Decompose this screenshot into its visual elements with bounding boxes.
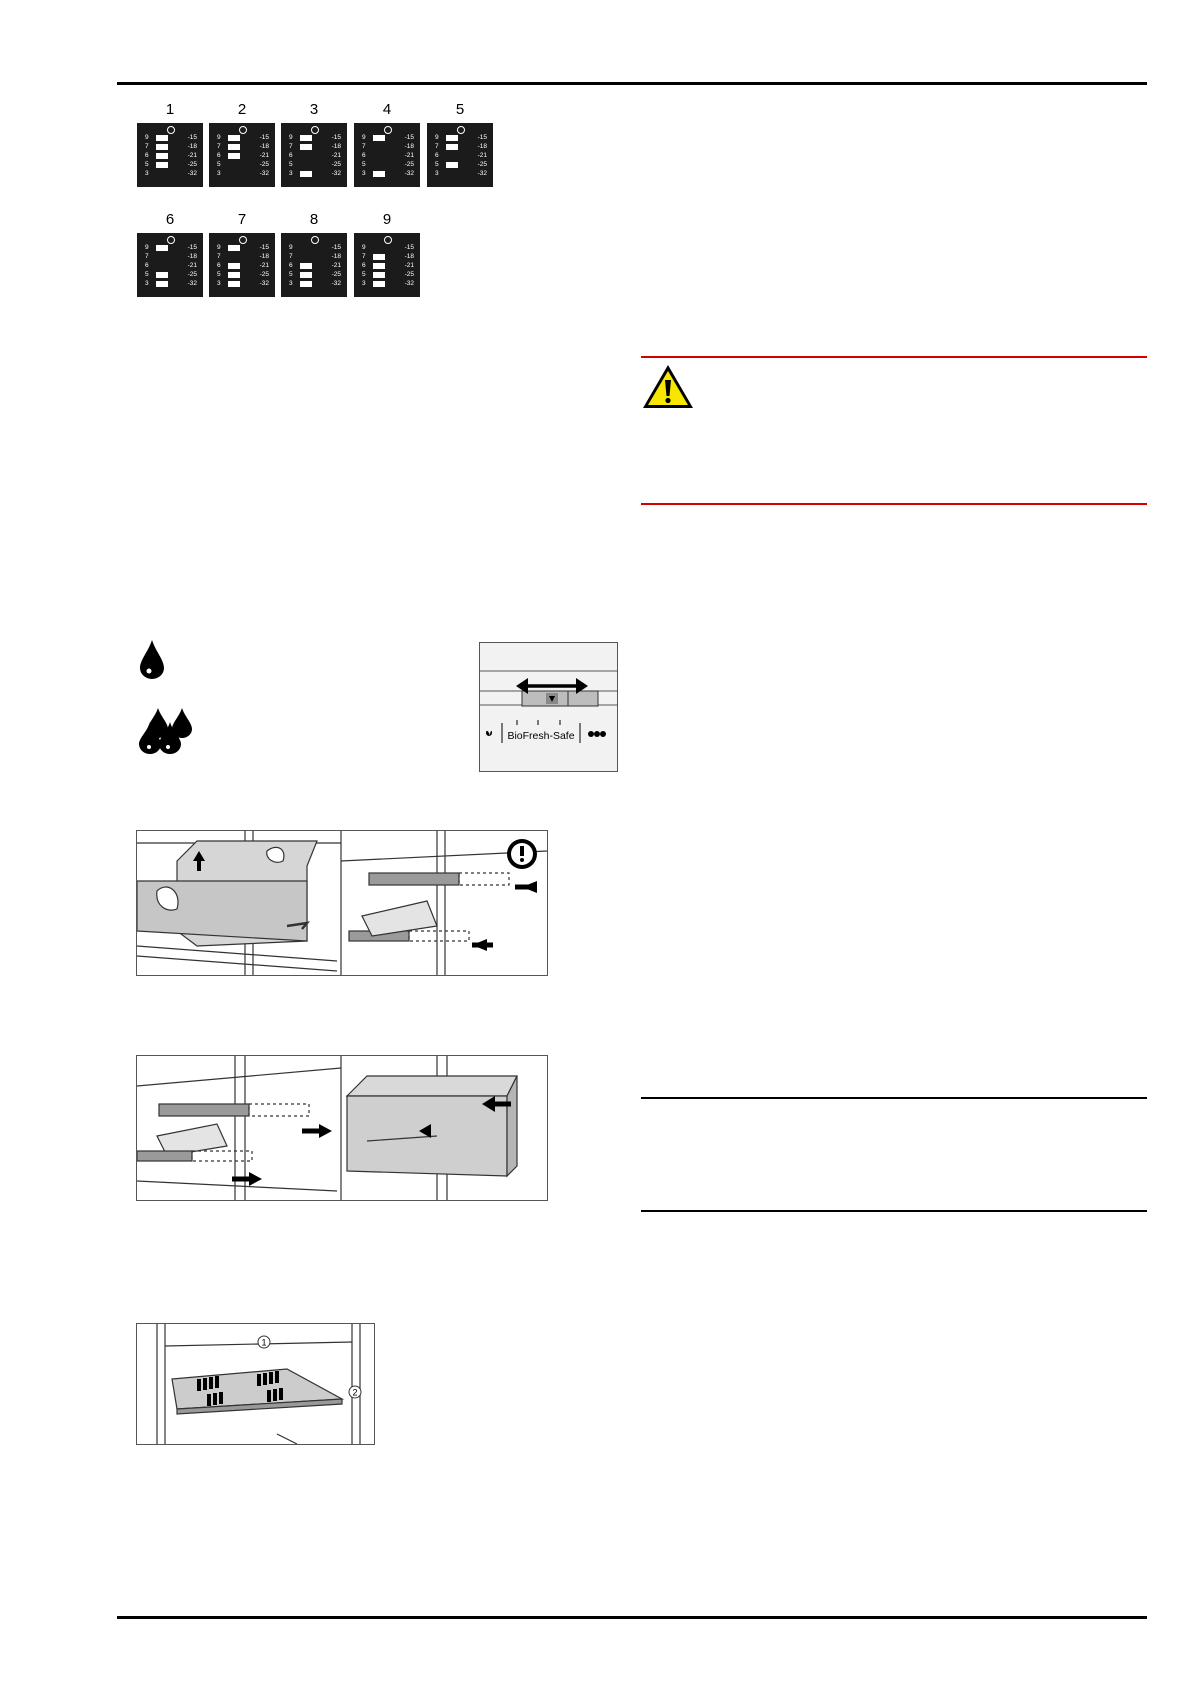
indicator-row [354,270,420,279]
temperature-value: -18 [187,253,197,260]
setting-level: 5 [362,271,366,278]
indicator-light [228,272,240,278]
setting-level: 3 [217,170,221,177]
marker-2: 2 [352,1387,358,1398]
indicator-row [427,160,493,169]
indicator-row [354,142,420,151]
panel-number: 9 [382,211,392,228]
indicator-light [300,281,312,287]
setting-level: 7 [217,253,221,260]
indicator-row [281,261,347,270]
temperature-value: -21 [331,262,341,269]
humidity-control-drawing [480,643,617,771]
indicator-row [137,133,203,142]
indicator-light [156,162,168,168]
indicator-row [137,142,203,151]
header-rule [117,82,1147,85]
indicator-row [354,279,420,288]
indicator-row [281,160,347,169]
drop-icon [138,638,166,680]
indicator-row [209,243,275,252]
shelf-cover-figure [136,1323,375,1445]
temperature-value: -25 [404,161,414,168]
temperature-value: -15 [331,134,341,141]
indicator-light [156,153,168,159]
indicator-row [281,270,347,279]
indicator-panel [209,123,275,187]
temperature-value: -15 [404,134,414,141]
temperature-value: -25 [259,161,269,168]
indicator-light [373,263,385,269]
panel-number: 7 [237,211,247,228]
temperature-value: -32 [187,280,197,287]
setting-level: 7 [289,143,293,150]
indicator-row [281,151,347,160]
indicator-row [281,252,347,261]
indicator-light [446,144,458,150]
setting-level: 9 [145,134,149,141]
warning-triangle-icon [640,362,696,412]
indicator-light [156,281,168,287]
temperature-value: -15 [259,244,269,251]
drawer-removal-drawing [137,831,547,975]
setting-level: 3 [145,280,149,287]
indicator-light [228,281,240,287]
temperature-value: -21 [187,152,197,159]
indicator-row [354,160,420,169]
setting-level: 9 [435,134,439,141]
panel-number: 5 [455,101,465,118]
temperature-value: -21 [259,262,269,269]
warning-top-rule [641,356,1147,358]
indicator-panel [281,123,347,187]
temperature-value: -15 [477,134,487,141]
indicator-light [446,162,458,168]
setting-level: 5 [145,271,149,278]
setting-level: 5 [435,161,439,168]
temperature-value: -18 [404,143,414,150]
three-drops-icon [138,706,200,756]
setting-level: 6 [217,262,221,269]
indicator-light [373,281,385,287]
indicator-row [281,142,347,151]
temperature-value: -21 [477,152,487,159]
temperature-value: -18 [259,143,269,150]
temperature-value: -15 [404,244,414,251]
footer-rule [117,1616,1147,1619]
indicator-row [354,169,420,178]
shelf-cover-drawing [137,1324,374,1444]
temperature-value: -25 [259,271,269,278]
indicator-light [156,135,168,141]
temperature-value: -32 [404,170,414,177]
indicator-row [209,169,275,178]
indicator-row [427,169,493,178]
indicator-row [137,243,203,252]
setting-level: 6 [289,152,293,159]
setting-level: 9 [362,134,366,141]
indicator-row [427,133,493,142]
setting-level: 7 [145,253,149,260]
temperature-value: -25 [331,271,341,278]
indicator-light [373,254,385,260]
drawer-insertion-drawing [137,1056,547,1200]
indicator-light [228,153,240,159]
setting-level: 3 [289,280,293,287]
temperature-value: -18 [331,143,341,150]
indicator-light [373,171,385,177]
setting-level: 5 [217,271,221,278]
indicator-light [300,171,312,177]
temperature-value: -18 [187,143,197,150]
indicator-row [137,151,203,160]
indicator-light [373,272,385,278]
bio-fresh-label: BioFresh-Safe [507,730,575,742]
indicator-row [137,270,203,279]
setting-level: 9 [217,134,221,141]
setting-level: 9 [362,244,366,251]
setting-level: 6 [289,262,293,269]
indicator-row [209,279,275,288]
temperature-value: -32 [187,170,197,177]
indicator-row [281,279,347,288]
temperature-value: -21 [404,152,414,159]
temperature-value: -21 [404,262,414,269]
temperature-value: -21 [331,152,341,159]
indicator-row [354,261,420,270]
indicator-panel [137,233,203,297]
temperature-value: -18 [259,253,269,260]
warning-bottom-rule [641,503,1147,505]
indicator-row [354,243,420,252]
indicator-light [228,135,240,141]
indicator-row [281,133,347,142]
indicator-row [209,252,275,261]
setting-level: 3 [145,170,149,177]
setting-level: 9 [217,244,221,251]
temperature-value: -25 [404,271,414,278]
humidity-control-figure [479,642,618,772]
setting-level: 3 [289,170,293,177]
setting-level: 5 [362,161,366,168]
temperature-value: -21 [187,262,197,269]
setting-level: 9 [145,244,149,251]
indicator-light [228,263,240,269]
temperature-value: -25 [331,161,341,168]
temperature-value: -15 [331,244,341,251]
setting-level: 3 [362,170,366,177]
indicator-row [427,151,493,160]
setting-level: 6 [362,152,366,159]
indicator-row [137,279,203,288]
setting-level: 7 [289,253,293,260]
indicator-row [427,142,493,151]
indicator-row [137,261,203,270]
indicator-row [354,133,420,142]
indicator-row [354,252,420,261]
indicator-row [209,151,275,160]
indicator-panel [354,123,420,187]
temperature-value: -15 [259,134,269,141]
indicator-row [209,142,275,151]
temperature-value: -15 [187,134,197,141]
indicator-light [228,245,240,251]
setting-level: 9 [289,244,293,251]
temperature-value: -32 [259,170,269,177]
setting-level: 6 [217,152,221,159]
indicator-light [300,135,312,141]
indicator-row [209,261,275,270]
indicator-panel [354,233,420,297]
setting-level: 6 [145,152,149,159]
temperature-value: -32 [404,280,414,287]
indicator-light [156,245,168,251]
temperature-value: -21 [259,152,269,159]
setting-level: 7 [217,143,221,150]
setting-level: 6 [145,262,149,269]
indicator-row [209,270,275,279]
panel-number: 4 [382,101,392,118]
indicator-light [300,272,312,278]
temperature-value: -32 [477,170,487,177]
indicator-panel [281,233,347,297]
panel-number: 2 [237,101,247,118]
indicator-panel [209,233,275,297]
drawer-insertion-figure [136,1055,548,1201]
setting-level: 3 [217,280,221,287]
indicator-row [209,160,275,169]
temperature-value: -25 [187,161,197,168]
panel-number: 6 [165,211,175,228]
setting-level: 5 [289,161,293,168]
indicator-row [209,133,275,142]
setting-level: 3 [362,280,366,287]
indicator-light [373,135,385,141]
temperature-value: -18 [331,253,341,260]
temperature-value: -25 [477,161,487,168]
setting-level: 5 [289,271,293,278]
indicator-row [281,169,347,178]
indicator-panel [137,123,203,187]
indicator-light [156,144,168,150]
setting-level: 5 [145,161,149,168]
drawer-removal-figure [136,830,548,976]
temperature-value: -18 [404,253,414,260]
temperature-value: -18 [477,143,487,150]
setting-level: 6 [362,262,366,269]
setting-level: 6 [435,152,439,159]
indicator-light [228,144,240,150]
panel-number: 3 [309,101,319,118]
indicator-light [156,272,168,278]
marker-1: 1 [261,1337,267,1348]
indicator-row [137,169,203,178]
setting-level: 7 [362,143,366,150]
temperature-value: -32 [331,280,341,287]
indicator-row [281,243,347,252]
indicator-light [300,263,312,269]
indicator-light [300,144,312,150]
temperature-value: -32 [259,280,269,287]
indicator-row [137,252,203,261]
indicator-row [137,160,203,169]
note-top-rule [641,1097,1147,1099]
temperature-value: -15 [187,244,197,251]
setting-level: 7 [145,143,149,150]
temperature-value: -32 [331,170,341,177]
note-bottom-rule [641,1210,1147,1212]
panel-number: 1 [165,101,175,118]
panel-number: 8 [309,211,319,228]
setting-level: 5 [217,161,221,168]
setting-level: 3 [435,170,439,177]
setting-level: 7 [435,143,439,150]
temperature-value: -25 [187,271,197,278]
indicator-light [446,135,458,141]
indicator-panel [427,123,493,187]
setting-level: 7 [362,253,366,260]
indicator-row [354,151,420,160]
setting-level: 9 [289,134,293,141]
